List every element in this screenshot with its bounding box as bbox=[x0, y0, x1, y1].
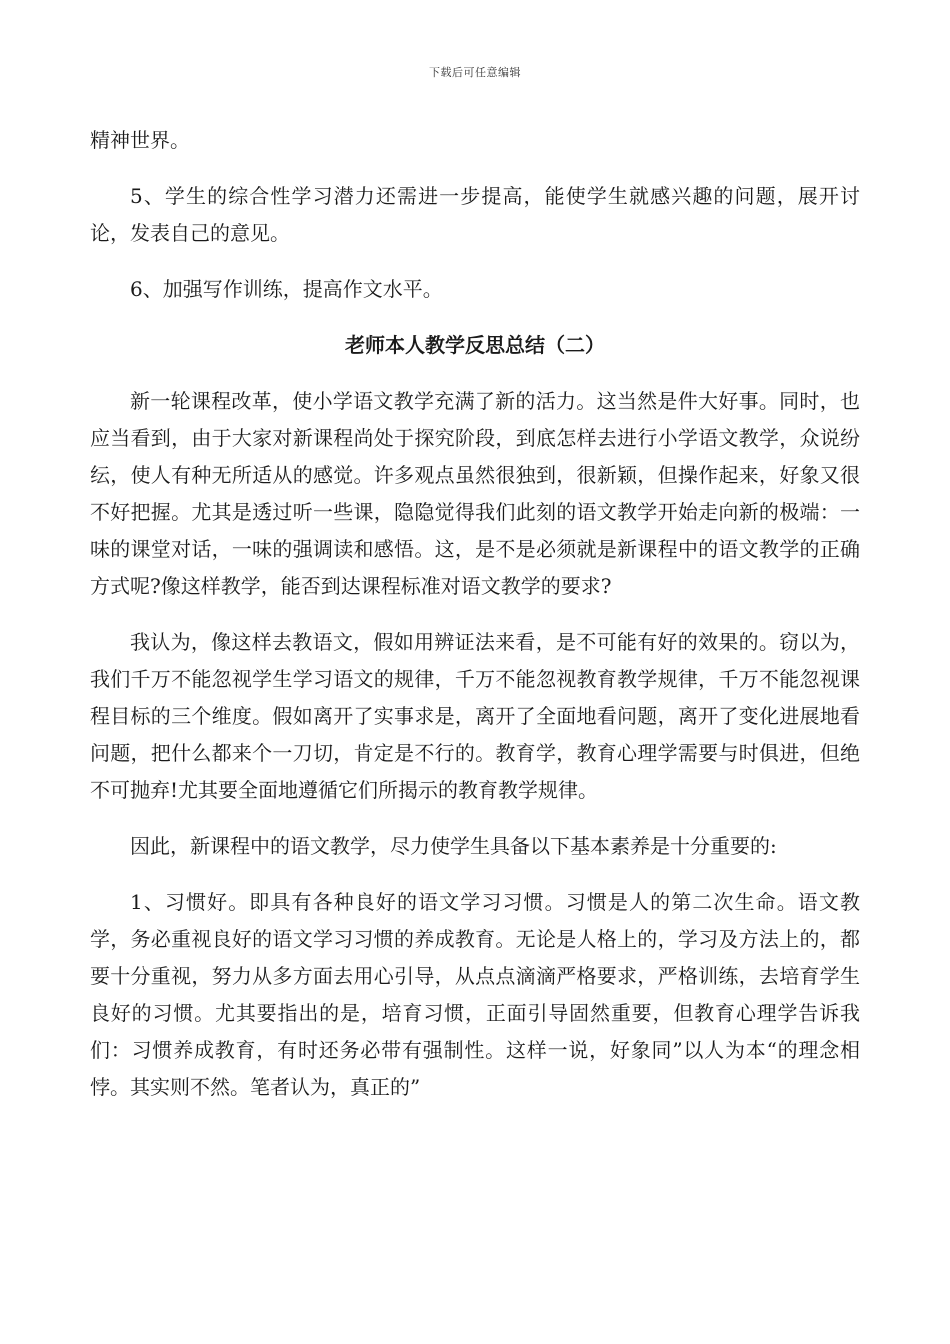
paragraph-habit: 1、习惯好。即具有各种良好的语文学习习惯。习惯是人的第二次生命。语文教学，务必重视良好的语文学习习惯的养成教育。无论是人格上的，学习及方法上的，都要十分重视，努力从多方面去用心引导，从点点滴滴严格要求，严格训练，去培育学生良好的习惯。尤其要指出的是，培育习惯，正面引导固然重要，但教育心理学告诉我们：习惯养成教育，有时还务必带有强制性。这样一说，好象同”以人为本“的理念相悖。其实则不然。笔者认为，真正的” bbox=[90, 890, 860, 1099]
paragraph-item-6: 6、加强写作训练，提高作文水平。 bbox=[130, 277, 443, 301]
paragraph-opinion: 我认为，像这样去教语文，假如用辨证法来看，是不可能有好的效果的。窃以为，我们千万不能忽视学生学习语文的规律，千万不能忽视教育教学规律，千万不能忽视课程目标的三个维度。假如离开了实事求是，离开了全面地看问题，离开了变化进展地看问题，把什么都来个一刀切，肯定是不行的。教育学，教育心理学需要与时俱进，但绝不可抛弃!尤其要全面地遵循它们所揭示的教育教学规律。 bbox=[90, 630, 860, 802]
paragraph-continued: 精神世界。 bbox=[90, 128, 190, 152]
paragraph-conclusion: 因此，新课程中的语文教学，尽力使学生具备以下基本素养是十分重要的: bbox=[130, 834, 777, 858]
page-header: 下载后可任意编辑 bbox=[429, 66, 521, 79]
paragraph-item-5: 5、学生的综合性学习潜力还需进一步提高，能使学生就感兴趣的问题，展开讨论，发表自己的意见。 bbox=[90, 184, 860, 245]
section-title: 老师本人教学反思总结（二） bbox=[345, 333, 605, 357]
paragraph-intro: 新一轮课程改革，使小学语文教学充满了新的活力。这当然是件大好事。同时，也应当看到，由于大家对新课程尚处于探究阶段，到底怎样去进行小学语文教学，众说纷纭，使人有种无所适从的感觉。许多观点虽然很独到，很新颖，但操作起来，好象又很不好把握。尤其是透过听一些课，隐隐觉得我们此刻的语文教学开始走向新的极端：一味的课堂对话，一味的强调读和感悟。这，是不是必须就是新课程中的语文教学的正确方式呢?像这样教学，能否到达课程标准对语文教学的要求? bbox=[90, 389, 860, 598]
document-body bbox=[90, 122, 860, 1106]
